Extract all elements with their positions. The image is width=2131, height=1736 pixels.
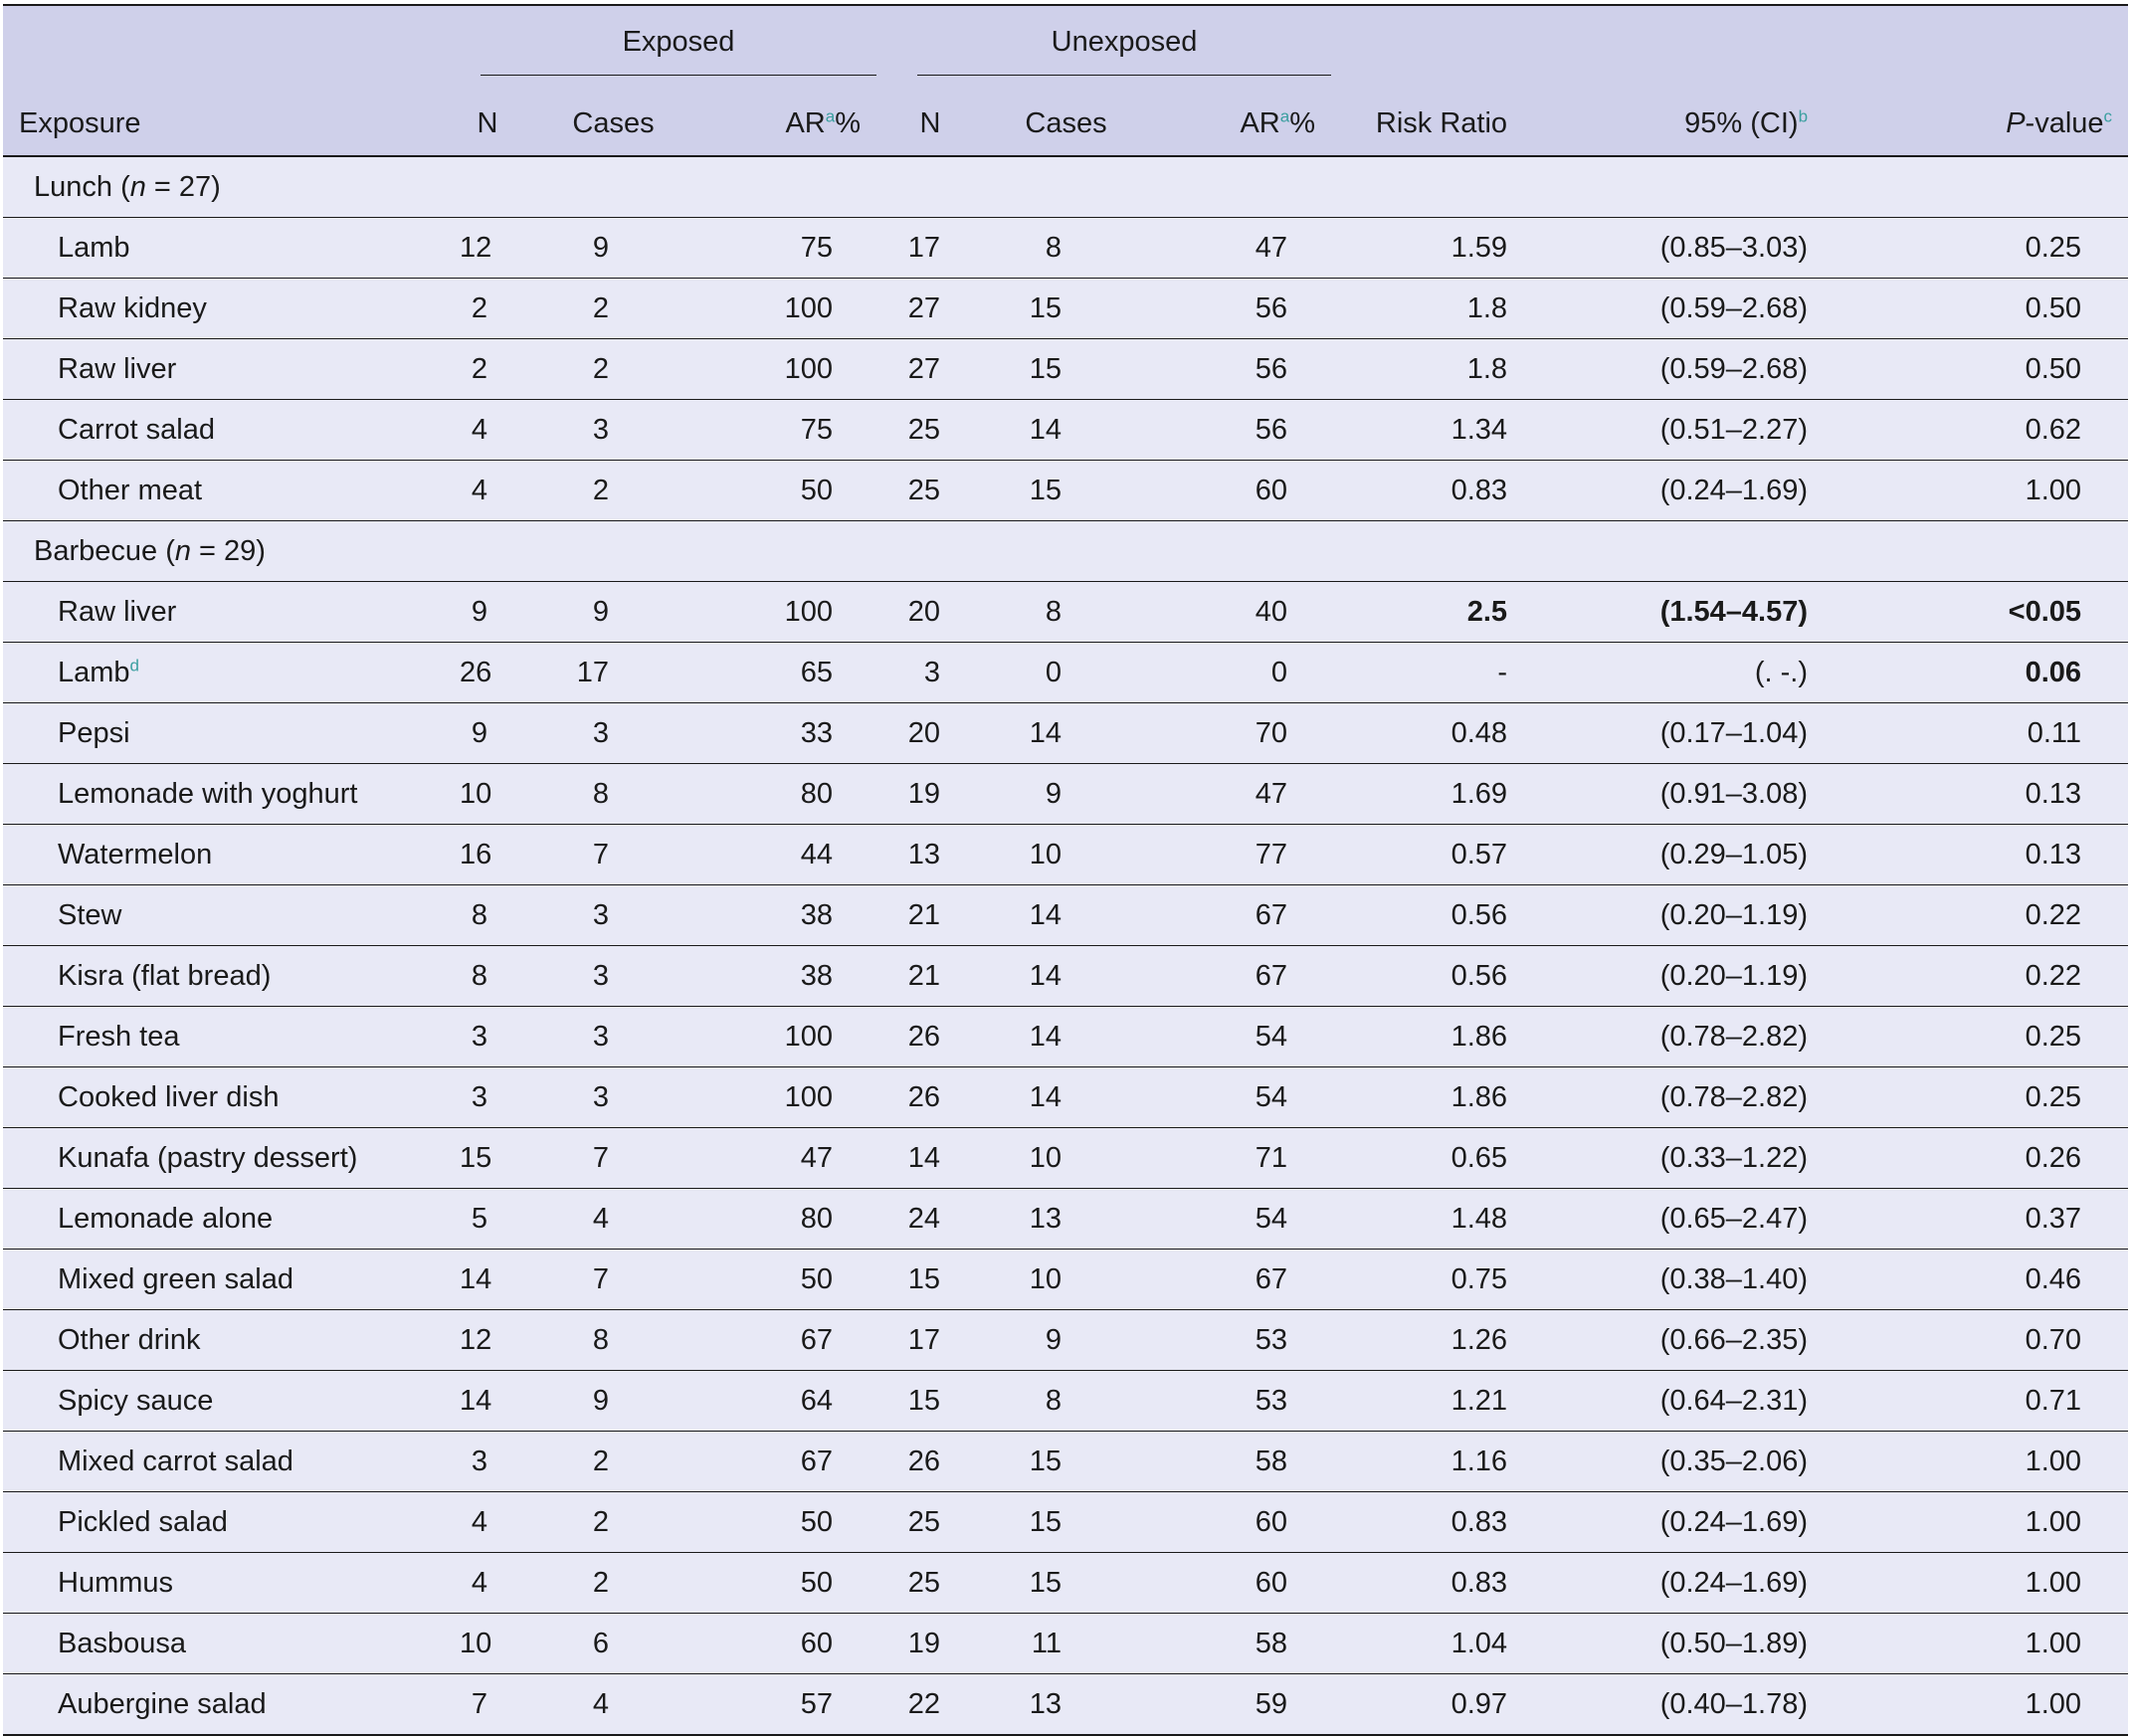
cases-exposed-cell: 7 bbox=[531, 1250, 695, 1310]
risk-ratio-cell: 1.86 bbox=[1331, 1007, 1577, 1067]
n-exposed-cell: 5 bbox=[444, 1189, 531, 1250]
p-value-cell: 0.25 bbox=[1877, 1067, 2128, 1128]
n-unexposed-cell: 22 bbox=[876, 1674, 984, 1736]
ci-cell: (0.38–1.40) bbox=[1577, 1250, 1877, 1310]
table-row bbox=[3, 1492, 2128, 1553]
cases-exposed-cell: 8 bbox=[531, 1310, 695, 1371]
table-row bbox=[3, 1614, 2128, 1674]
p-value-cell: 0.22 bbox=[1877, 885, 2128, 946]
ar-exposed-cell: 75 bbox=[695, 218, 876, 279]
risk-ratio-cell: 0.97 bbox=[1331, 1674, 1577, 1736]
ar-unexposed-cell: 59 bbox=[1148, 1674, 1331, 1736]
table-row bbox=[3, 1371, 2128, 1432]
exposure-cell: Hummus bbox=[3, 1553, 444, 1614]
exposed-group-header bbox=[444, 5, 876, 92]
exposure-cell: Cooked liver dish bbox=[3, 1067, 444, 1128]
ar-unexposed-cell: 54 bbox=[1148, 1007, 1331, 1067]
ar-unexposed-cell: 60 bbox=[1148, 1553, 1331, 1614]
cases-unexposed-cell: 9 bbox=[984, 1310, 1148, 1371]
ar-exposed-cell: 100 bbox=[695, 1067, 876, 1128]
exposure-cell: Mixed green salad bbox=[3, 1250, 444, 1310]
n-unexposed-cell: 15 bbox=[876, 1250, 984, 1310]
ar-exposed-cell: 33 bbox=[695, 703, 876, 764]
cases-exposed-cell: 2 bbox=[531, 1492, 695, 1553]
exposure-cell: Lamb bbox=[3, 218, 444, 279]
ar-unexposed-cell: 67 bbox=[1148, 885, 1331, 946]
n-unexposed-cell: 14 bbox=[876, 1128, 984, 1189]
n-exposed-cell: 7 bbox=[444, 1674, 531, 1736]
ar-unexposed-cell: 47 bbox=[1148, 218, 1331, 279]
ar-exposed-cell: 75 bbox=[695, 400, 876, 461]
ar-exposed-cell: 100 bbox=[695, 582, 876, 643]
p-value-cell: 1.00 bbox=[1877, 1553, 2128, 1614]
footnote-d-marker: d bbox=[129, 655, 140, 675]
ar-exposed-cell: 64 bbox=[695, 1371, 876, 1432]
p-value-cell: 0.26 bbox=[1877, 1128, 2128, 1189]
n-exposed-cell: 4 bbox=[444, 461, 531, 521]
cases-unexposed-cell: 10 bbox=[984, 1128, 1148, 1189]
n-exposed-cell: 2 bbox=[444, 339, 531, 400]
col-header-n-exposed: N bbox=[444, 92, 531, 156]
table-row bbox=[3, 1189, 2128, 1250]
risk-ratio-cell: 0.83 bbox=[1331, 1492, 1577, 1553]
risk-ratio-cell: - bbox=[1331, 643, 1577, 703]
risk-ratio-cell: 0.65 bbox=[1331, 1128, 1577, 1189]
col-header-cases-unexposed: Cases bbox=[984, 92, 1148, 156]
ar-exposed-cell: 38 bbox=[695, 946, 876, 1007]
cases-unexposed-cell: 15 bbox=[984, 1553, 1148, 1614]
exposure-cell: Lemonade with yoghurt bbox=[3, 764, 444, 825]
unexposed-group-label: Unexposed bbox=[1051, 26, 1198, 58]
exposure-cell: Other drink bbox=[3, 1310, 444, 1371]
ci-cell: (0.50–1.89) bbox=[1577, 1614, 1877, 1674]
exposure-cell: Lamb$^d$ bbox=[3, 643, 444, 703]
risk-ratio-cell: 1.21 bbox=[1331, 1371, 1577, 1432]
ar-exposed-cell: 80 bbox=[695, 1189, 876, 1250]
p-value-cell: 1.00 bbox=[1877, 461, 2128, 521]
n-exposed-cell: 10 bbox=[444, 764, 531, 825]
p-value-cell: 0.71 bbox=[1877, 1371, 2128, 1432]
ci-cell: (0.33–1.22) bbox=[1577, 1128, 1877, 1189]
cases-unexposed-cell: 10 bbox=[984, 825, 1148, 885]
ci-cell: (0.40–1.78) bbox=[1577, 1674, 1877, 1736]
ar-exposed-cell: 47 bbox=[695, 1128, 876, 1189]
risk-ratio-cell: 1.34 bbox=[1331, 400, 1577, 461]
n-unexposed-cell: 26 bbox=[876, 1432, 984, 1492]
n-unexposed-cell: 17 bbox=[876, 218, 984, 279]
unexposed-group-header bbox=[876, 5, 1331, 92]
ci-cell: (0.78–2.82) bbox=[1577, 1067, 1877, 1128]
table-row bbox=[3, 461, 2128, 521]
cases-exposed-cell: 3 bbox=[531, 946, 695, 1007]
risk-ratio-cell: 1.48 bbox=[1331, 1189, 1577, 1250]
ci-cell: (0.20–1.19) bbox=[1577, 946, 1877, 1007]
p-value-cell: 1.00 bbox=[1877, 1492, 2128, 1553]
group-header-row bbox=[3, 5, 2128, 92]
ci-cell: (1.54–4.57) bbox=[1577, 582, 1877, 643]
cases-exposed-cell: 2 bbox=[531, 339, 695, 400]
ar-unexposed-cell: 58 bbox=[1148, 1614, 1331, 1674]
ci-cell: (0.66–2.35) bbox=[1577, 1310, 1877, 1371]
risk-ratio-cell: 1.69 bbox=[1331, 764, 1577, 825]
p-value-cell: 0.25 bbox=[1877, 1007, 2128, 1067]
cases-exposed-cell: 7 bbox=[531, 1128, 695, 1189]
table-row bbox=[3, 885, 2128, 946]
exposure-cell: Watermelon bbox=[3, 825, 444, 885]
cases-unexposed-cell: 14 bbox=[984, 946, 1148, 1007]
ar-unexposed-cell: 67 bbox=[1148, 946, 1331, 1007]
cases-unexposed-cell: 8 bbox=[984, 218, 1148, 279]
risk-ratio-cell: 1.04 bbox=[1331, 1614, 1577, 1674]
n-unexposed-cell: 20 bbox=[876, 582, 984, 643]
exposure-cell: Lemonade alone bbox=[3, 1189, 444, 1250]
ci-cell: (0.65–2.47) bbox=[1577, 1189, 1877, 1250]
table-row bbox=[3, 218, 2128, 279]
table-body bbox=[3, 156, 2128, 1735]
ar-unexposed-cell: 47 bbox=[1148, 764, 1331, 825]
section-label: Barbecue (n = 29) bbox=[3, 521, 2128, 582]
cases-unexposed-cell: 10 bbox=[984, 1250, 1148, 1310]
n-exposed-cell: 3 bbox=[444, 1007, 531, 1067]
n-unexposed-cell: 26 bbox=[876, 1067, 984, 1128]
table-row bbox=[3, 825, 2128, 885]
cases-unexposed-cell: 8 bbox=[984, 582, 1148, 643]
exposure-cell: Mixed carrot salad bbox=[3, 1432, 444, 1492]
exposure-cell: Pepsi bbox=[3, 703, 444, 764]
exposure-cell: Other meat bbox=[3, 461, 444, 521]
cases-exposed-cell: 3 bbox=[531, 885, 695, 946]
ar-unexposed-cell: 60 bbox=[1148, 1492, 1331, 1553]
cases-exposed-cell: 4 bbox=[531, 1674, 695, 1736]
ar-unexposed-cell: 70 bbox=[1148, 703, 1331, 764]
ar-exposed-cell: 57 bbox=[695, 1674, 876, 1736]
col-header-n-unexposed: N bbox=[876, 92, 984, 156]
risk-ratio-cell: 0.57 bbox=[1331, 825, 1577, 885]
n-exposed-cell: 3 bbox=[444, 1432, 531, 1492]
n-unexposed-cell: 13 bbox=[876, 825, 984, 885]
n-unexposed-cell: 27 bbox=[876, 279, 984, 339]
n-unexposed-cell: 3 bbox=[876, 643, 984, 703]
p-value-cell: 0.25 bbox=[1877, 218, 2128, 279]
exposure-cell: Stew bbox=[3, 885, 444, 946]
n-unexposed-cell: 20 bbox=[876, 703, 984, 764]
col-header-ar-unexposed: $AR^a\%$ bbox=[1148, 92, 1331, 156]
ci-cell: (0.59–2.68) bbox=[1577, 339, 1877, 400]
ar-unexposed-cell: 58 bbox=[1148, 1432, 1331, 1492]
n-unexposed-cell: 21 bbox=[876, 885, 984, 946]
ci-cell: (0.78–2.82) bbox=[1577, 1007, 1877, 1067]
risk-ratio-cell: 2.5 bbox=[1331, 582, 1577, 643]
n-exposed-cell: 12 bbox=[444, 218, 531, 279]
table-row bbox=[3, 1250, 2128, 1310]
table-row bbox=[3, 1310, 2128, 1371]
ar-unexposed-cell: 53 bbox=[1148, 1310, 1331, 1371]
exposure-table bbox=[3, 4, 2128, 1736]
ar-exposed-cell: 100 bbox=[695, 339, 876, 400]
ar-exposed-cell: 60 bbox=[695, 1614, 876, 1674]
cases-unexposed-cell: 15 bbox=[984, 279, 1148, 339]
ar-unexposed-cell: 77 bbox=[1148, 825, 1331, 885]
ar-unexposed-cell: 67 bbox=[1148, 1250, 1331, 1310]
cases-exposed-cell: 6 bbox=[531, 1614, 695, 1674]
ci-cell: (. -.) bbox=[1577, 643, 1877, 703]
risk-ratio-cell: 0.56 bbox=[1331, 885, 1577, 946]
table-row bbox=[3, 1067, 2128, 1128]
p-value-cell: 0.50 bbox=[1877, 339, 2128, 400]
table-row bbox=[3, 946, 2128, 1007]
ci-cell: (0.24–1.69) bbox=[1577, 461, 1877, 521]
cases-exposed-cell: 9 bbox=[531, 582, 695, 643]
n-exposed-cell: 2 bbox=[444, 279, 531, 339]
ar-unexposed-cell: 56 bbox=[1148, 279, 1331, 339]
p-value-cell: 0.13 bbox=[1877, 764, 2128, 825]
risk-ratio-cell: 1.8 bbox=[1331, 279, 1577, 339]
table-row bbox=[3, 339, 2128, 400]
exposure-cell: Kisra (flat bread) bbox=[3, 946, 444, 1007]
p-value-cell: 1.00 bbox=[1877, 1432, 2128, 1492]
footnote-b-marker: b bbox=[1798, 105, 1809, 125]
cases-exposed-cell: 3 bbox=[531, 400, 695, 461]
risk-ratio-cell: 0.56 bbox=[1331, 946, 1577, 1007]
cases-unexposed-cell: 14 bbox=[984, 400, 1148, 461]
exposure-cell: Spicy sauce bbox=[3, 1371, 444, 1432]
n-unexposed-cell: 25 bbox=[876, 400, 984, 461]
cases-unexposed-cell: 9 bbox=[984, 764, 1148, 825]
col-header-ar-exposed: $AR^a\%$ bbox=[695, 92, 876, 156]
table-row bbox=[3, 643, 2128, 703]
exposure-cell: Raw liver bbox=[3, 339, 444, 400]
table-row bbox=[3, 1553, 2128, 1614]
ci-cell: (0.51–2.27) bbox=[1577, 400, 1877, 461]
ar-unexposed-cell: 60 bbox=[1148, 461, 1331, 521]
cases-exposed-cell: 8 bbox=[531, 764, 695, 825]
n-unexposed-cell: 27 bbox=[876, 339, 984, 400]
ci-cell: (0.35–2.06) bbox=[1577, 1432, 1877, 1492]
ar-exposed-cell: 50 bbox=[695, 1553, 876, 1614]
p-value-cell: 1.00 bbox=[1877, 1614, 2128, 1674]
table-row bbox=[3, 764, 2128, 825]
n-exposed-cell: 4 bbox=[444, 400, 531, 461]
ci-cell: (0.64–2.31) bbox=[1577, 1371, 1877, 1432]
ci-cell: (0.91–3.08) bbox=[1577, 764, 1877, 825]
cases-exposed-cell: 9 bbox=[531, 218, 695, 279]
col-header-risk-ratio: Risk Ratio bbox=[1331, 92, 1577, 156]
cases-unexposed-cell: 15 bbox=[984, 1432, 1148, 1492]
n-unexposed-cell: 21 bbox=[876, 946, 984, 1007]
ar-unexposed-cell: 54 bbox=[1148, 1189, 1331, 1250]
table-header bbox=[3, 5, 2128, 156]
ci-cell: (0.85–3.03) bbox=[1577, 218, 1877, 279]
ar-exposed-cell: 67 bbox=[695, 1432, 876, 1492]
n-exposed-cell: 8 bbox=[444, 946, 531, 1007]
risk-ratio-cell: 1.8 bbox=[1331, 339, 1577, 400]
n-unexposed-cell: 26 bbox=[876, 1007, 984, 1067]
column-header-row bbox=[3, 92, 2128, 156]
n-exposed-cell: 9 bbox=[444, 582, 531, 643]
ar-unexposed-cell: 56 bbox=[1148, 339, 1331, 400]
footnote-a-marker: a bbox=[1279, 105, 1290, 125]
section-label: Lunch (n = 27) bbox=[3, 156, 2128, 218]
col-header-p-value: P-value$^c$ bbox=[1877, 92, 2128, 156]
exposure-cell: Carrot salad bbox=[3, 400, 444, 461]
ar-exposed-cell: 50 bbox=[695, 1250, 876, 1310]
col-header-ci: 95% (CI)$^b$ bbox=[1577, 92, 1877, 156]
cases-unexposed-cell: 0 bbox=[984, 643, 1148, 703]
p-value-cell: 0.37 bbox=[1877, 1189, 2128, 1250]
cases-unexposed-cell: 15 bbox=[984, 339, 1148, 400]
p-value-cell: 0.13 bbox=[1877, 825, 2128, 885]
cases-unexposed-cell: 13 bbox=[984, 1674, 1148, 1736]
table-row bbox=[3, 1128, 2128, 1189]
risk-ratio-cell: 0.83 bbox=[1331, 1553, 1577, 1614]
footnote-c-marker: c bbox=[2103, 105, 2113, 125]
ar-unexposed-cell: 40 bbox=[1148, 582, 1331, 643]
p-value-cell: 0.06 bbox=[1877, 643, 2128, 703]
ar-exposed-cell: 38 bbox=[695, 885, 876, 946]
n-exposed-cell: 16 bbox=[444, 825, 531, 885]
exposure-cell: Fresh tea bbox=[3, 1007, 444, 1067]
cases-exposed-cell: 2 bbox=[531, 1432, 695, 1492]
n-exposed-cell: 10 bbox=[444, 1614, 531, 1674]
cases-unexposed-cell: 13 bbox=[984, 1189, 1148, 1250]
risk-ratio-cell: 0.75 bbox=[1331, 1250, 1577, 1310]
table-row bbox=[3, 1007, 2128, 1067]
ci-cell: (0.24–1.69) bbox=[1577, 1553, 1877, 1614]
p-value-cell: 0.50 bbox=[1877, 279, 2128, 339]
cases-unexposed-cell: 14 bbox=[984, 1007, 1148, 1067]
ci-cell: (0.20–1.19) bbox=[1577, 885, 1877, 946]
cases-exposed-cell: 2 bbox=[531, 461, 695, 521]
section-header-row bbox=[3, 521, 2128, 582]
n-unexposed-cell: 25 bbox=[876, 1492, 984, 1553]
cases-exposed-cell: 17 bbox=[531, 643, 695, 703]
ci-cell: (0.59–2.68) bbox=[1577, 279, 1877, 339]
exposure-cell: Pickled salad bbox=[3, 1492, 444, 1553]
n-unexposed-cell: 19 bbox=[876, 764, 984, 825]
n-exposed-cell: 14 bbox=[444, 1371, 531, 1432]
cases-unexposed-cell: 14 bbox=[984, 1067, 1148, 1128]
exposure-cell: Aubergine salad bbox=[3, 1674, 444, 1736]
n-exposed-cell: 12 bbox=[444, 1310, 531, 1371]
ar-exposed-cell: 80 bbox=[695, 764, 876, 825]
p-value-cell: 0.46 bbox=[1877, 1250, 2128, 1310]
n-unexposed-cell: 15 bbox=[876, 1371, 984, 1432]
n-exposed-cell: 14 bbox=[444, 1250, 531, 1310]
ar-exposed-cell: 50 bbox=[695, 1492, 876, 1553]
n-unexposed-cell: 25 bbox=[876, 461, 984, 521]
exposure-cell: Raw liver bbox=[3, 582, 444, 643]
risk-ratio-cell: 0.83 bbox=[1331, 461, 1577, 521]
n-exposed-cell: 26 bbox=[444, 643, 531, 703]
cases-unexposed-cell: 14 bbox=[984, 703, 1148, 764]
p-value-cell: 0.70 bbox=[1877, 1310, 2128, 1371]
table-row bbox=[3, 400, 2128, 461]
cases-exposed-cell: 2 bbox=[531, 279, 695, 339]
risk-ratio-cell: 1.86 bbox=[1331, 1067, 1577, 1128]
n-unexposed-cell: 24 bbox=[876, 1189, 984, 1250]
exposure-cell: Raw kidney bbox=[3, 279, 444, 339]
ar-unexposed-cell: 53 bbox=[1148, 1371, 1331, 1432]
ci-cell: (0.29–1.05) bbox=[1577, 825, 1877, 885]
exposure-cell: Kunafa (pastry dessert) bbox=[3, 1128, 444, 1189]
ar-exposed-cell: 44 bbox=[695, 825, 876, 885]
ar-unexposed-cell: 71 bbox=[1148, 1128, 1331, 1189]
p-value-cell: 0.22 bbox=[1877, 946, 2128, 1007]
ar-exposed-cell: 100 bbox=[695, 1007, 876, 1067]
ar-unexposed-cell: 56 bbox=[1148, 400, 1331, 461]
exposure-cell: Basbousa bbox=[3, 1614, 444, 1674]
risk-ratio-cell: 1.59 bbox=[1331, 218, 1577, 279]
section-header-row bbox=[3, 156, 2128, 218]
n-unexposed-cell: 17 bbox=[876, 1310, 984, 1371]
cases-exposed-cell: 4 bbox=[531, 1189, 695, 1250]
table-row bbox=[3, 279, 2128, 339]
ci-cell: (0.17–1.04) bbox=[1577, 703, 1877, 764]
cases-unexposed-cell: 8 bbox=[984, 1371, 1148, 1432]
cases-exposed-cell: 9 bbox=[531, 1371, 695, 1432]
risk-ratio-cell: 1.16 bbox=[1331, 1432, 1577, 1492]
cases-exposed-cell: 3 bbox=[531, 1007, 695, 1067]
p-value-cell: 0.62 bbox=[1877, 400, 2128, 461]
cases-exposed-cell: 2 bbox=[531, 1553, 695, 1614]
cases-unexposed-cell: 15 bbox=[984, 1492, 1148, 1553]
p-value-cell: 1.00 bbox=[1877, 1674, 2128, 1736]
n-exposed-cell: 4 bbox=[444, 1492, 531, 1553]
cases-unexposed-cell: 15 bbox=[984, 461, 1148, 521]
table-row bbox=[3, 1432, 2128, 1492]
risk-ratio-cell: 0.48 bbox=[1331, 703, 1577, 764]
ci-cell: (0.24–1.69) bbox=[1577, 1492, 1877, 1553]
table-row bbox=[3, 703, 2128, 764]
risk-ratio-cell: 1.26 bbox=[1331, 1310, 1577, 1371]
cases-unexposed-cell: 14 bbox=[984, 885, 1148, 946]
footnote-a-marker: a bbox=[825, 105, 836, 125]
n-exposed-cell: 8 bbox=[444, 885, 531, 946]
n-exposed-cell: 9 bbox=[444, 703, 531, 764]
ar-unexposed-cell: 54 bbox=[1148, 1067, 1331, 1128]
n-exposed-cell: 4 bbox=[444, 1553, 531, 1614]
col-header-exposure: Exposure bbox=[3, 92, 444, 156]
ar-exposed-cell: 100 bbox=[695, 279, 876, 339]
table-row bbox=[3, 582, 2128, 643]
cases-exposed-cell: 3 bbox=[531, 1067, 695, 1128]
cases-unexposed-cell: 11 bbox=[984, 1614, 1148, 1674]
p-value-cell: <0.05 bbox=[1877, 582, 2128, 643]
ar-exposed-cell: 65 bbox=[695, 643, 876, 703]
exposed-group-label: Exposed bbox=[622, 26, 735, 58]
table-row bbox=[3, 1674, 2128, 1736]
n-unexposed-cell: 19 bbox=[876, 1614, 984, 1674]
cases-exposed-cell: 3 bbox=[531, 703, 695, 764]
n-exposed-cell: 15 bbox=[444, 1128, 531, 1189]
col-header-cases-exposed: Cases bbox=[531, 92, 695, 156]
p-value-cell: 0.11 bbox=[1877, 703, 2128, 764]
ar-unexposed-cell: 0 bbox=[1148, 643, 1331, 703]
n-exposed-cell: 3 bbox=[444, 1067, 531, 1128]
ar-exposed-cell: 50 bbox=[695, 461, 876, 521]
cases-exposed-cell: 7 bbox=[531, 825, 695, 885]
n-unexposed-cell: 25 bbox=[876, 1553, 984, 1614]
ar-exposed-cell: 67 bbox=[695, 1310, 876, 1371]
